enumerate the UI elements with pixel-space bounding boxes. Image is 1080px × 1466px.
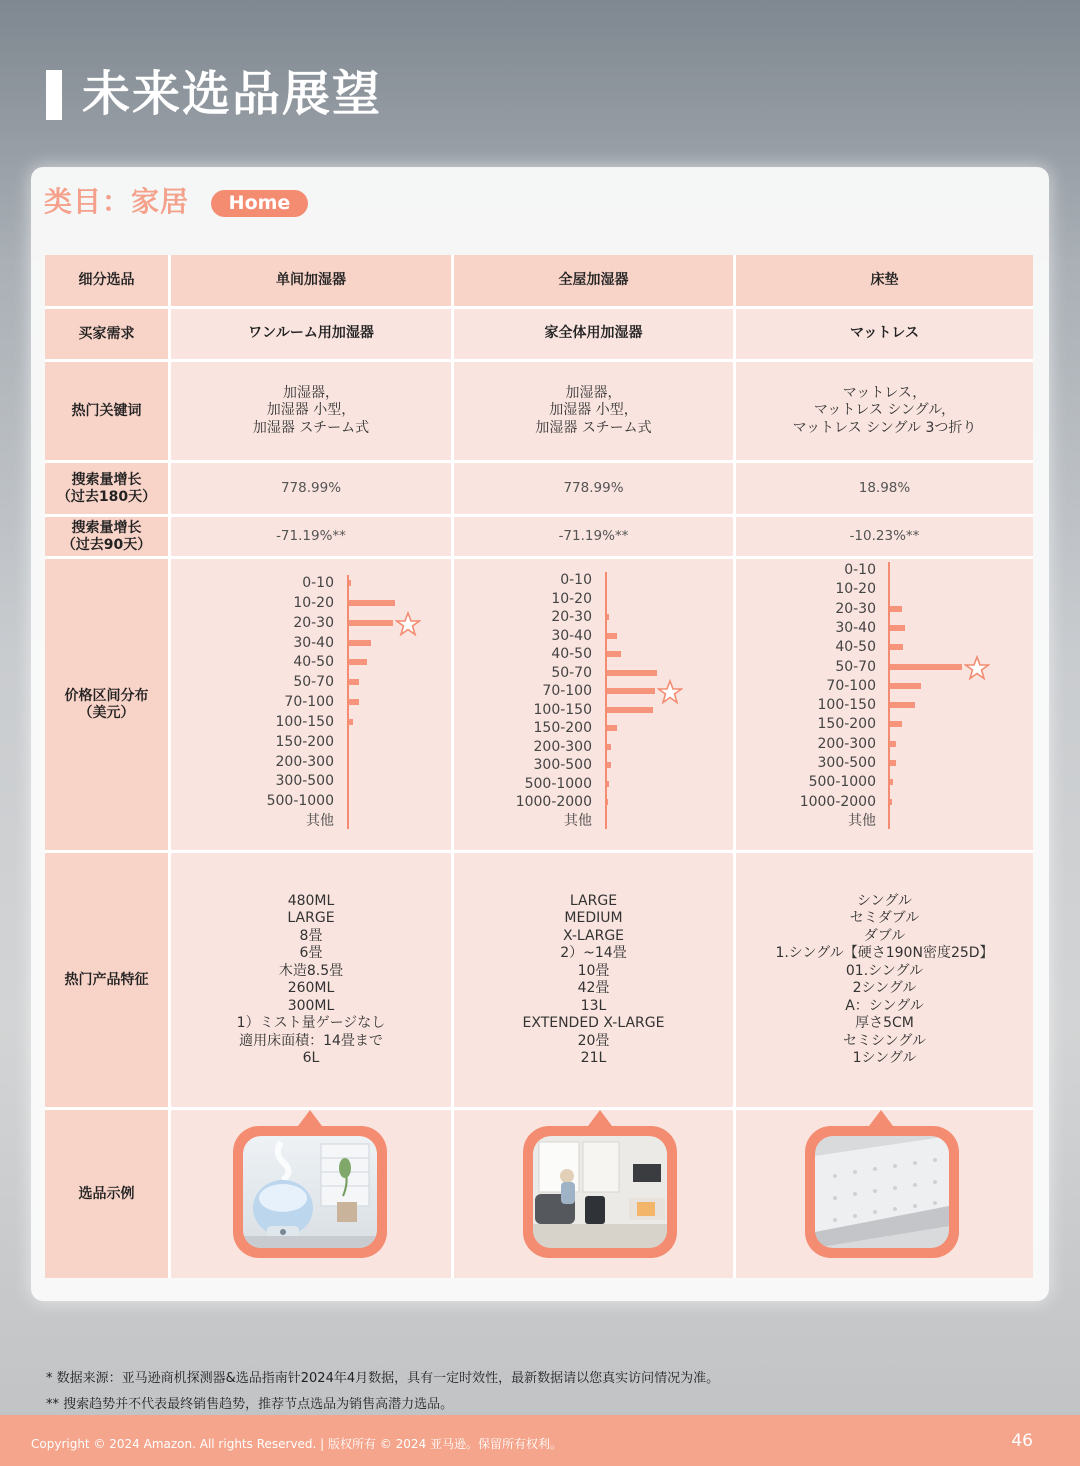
histogram-bar xyxy=(607,781,609,787)
home-badge: Home xyxy=(211,190,308,217)
histogram-tick-label: 150-200 xyxy=(817,716,876,733)
histogram-tick-label: 10-20 xyxy=(835,581,876,598)
histogram-tick-label: 其他 xyxy=(564,813,592,829)
col3-growth-90: -10.23%** xyxy=(736,517,1033,556)
histogram-bar xyxy=(890,779,893,785)
histogram-bar xyxy=(607,725,617,731)
histogram-tick-label: 100-150 xyxy=(275,713,334,730)
histogram-bar xyxy=(890,799,892,805)
histogram-bar xyxy=(349,719,353,725)
histogram-tick-label: 50-70 xyxy=(835,658,876,675)
histogram-bar xyxy=(890,606,902,612)
histogram-tick-label: 100-150 xyxy=(817,697,876,714)
histogram-tick-label: 50-70 xyxy=(293,674,334,691)
copyright: Copyright © 2024 Amazon. All rights Reserved. | 版权所有 © 2024 亚马逊。保留所有权利。 xyxy=(31,1437,563,1451)
row-header-growth-180: 搜索量增长 （过去180天） xyxy=(45,463,168,514)
histogram-tick-label: 30-40 xyxy=(293,634,334,651)
histogram-bar xyxy=(607,651,621,657)
example-frame-mattress[interactable] xyxy=(805,1126,959,1258)
col3-keywords: マットレス， マットレス シングル， マットレス シングル 3つ折り xyxy=(736,362,1033,460)
col3-subcategory: 床垫 xyxy=(736,255,1033,306)
row-header-buyer-demand: 买家需求 xyxy=(45,309,168,359)
title-accent-bar xyxy=(46,70,62,120)
histogram-tick-label: 0-10 xyxy=(302,575,334,591)
row-header-growth-90: 搜索量增长 （过去90天） xyxy=(45,517,168,556)
histogram-bar xyxy=(349,580,351,586)
star-icon xyxy=(657,679,683,705)
histogram-bar xyxy=(890,625,905,631)
histogram-tick-label: 0-10 xyxy=(844,562,876,578)
histogram-tick-label: 20-30 xyxy=(551,609,592,626)
histogram-bar xyxy=(349,659,367,665)
histogram-tick-label: 70-100 xyxy=(826,677,876,694)
histogram-tick-label: 0-10 xyxy=(560,572,592,588)
histogram-bar xyxy=(607,633,617,639)
histogram-axis xyxy=(605,572,607,829)
histogram-tick-label: 300-500 xyxy=(275,773,334,790)
row-header-price-dist: 价格区间分布 （美元） xyxy=(45,559,168,850)
histogram-tick-label: 其他 xyxy=(306,813,334,829)
col2-keywords: 加湿器， 加湿器 小型， 加湿器 スチーム式 xyxy=(454,362,733,460)
histogram-bar xyxy=(890,683,921,689)
footnote-disclaimer: ** 搜索趋势并不代表最终销售趋势，推荐节点选品为销售高潜力选品。 xyxy=(46,1397,454,1412)
mattress-photo xyxy=(815,1136,949,1248)
row-header-examples: 选品示例 xyxy=(45,1110,168,1278)
histogram-tick-label: 500-1000 xyxy=(266,793,334,810)
histogram-bar xyxy=(349,620,393,626)
histogram-tick-label: 50-70 xyxy=(551,664,592,681)
histogram-bar xyxy=(349,679,359,685)
histogram-tick-label: 20-30 xyxy=(835,600,876,617)
col1-features: 480ML LARGE 8畳 6畳 木造8.5畳 260ML 300ML 1）ミスト量ゲージなし 適用床面積：14畳まで 6L xyxy=(171,853,451,1107)
histogram-tick-label: 10-20 xyxy=(551,590,592,607)
row-header-subcategory: 细分选品 xyxy=(45,255,168,306)
col1-keywords: 加湿器， 加湿器 小型， 加湿器 スチーム式 xyxy=(171,362,451,460)
histogram-bar xyxy=(607,614,609,620)
histogram-tick-label: 其他 xyxy=(848,813,876,829)
histogram-bar xyxy=(349,699,359,705)
histogram-tick-label: 500-1000 xyxy=(524,775,592,792)
histogram-bar xyxy=(607,799,608,805)
page-number: 46 xyxy=(1011,1431,1033,1451)
histogram-axis xyxy=(888,562,890,829)
histogram-bar xyxy=(607,670,657,676)
histogram-tick-label: 150-200 xyxy=(533,720,592,737)
histogram-bar xyxy=(607,707,653,713)
col2-buyer-demand: 家全体用加湿器 xyxy=(454,309,733,359)
histogram-bar xyxy=(349,640,371,646)
pointer-triangle xyxy=(588,1110,612,1126)
histogram-bar xyxy=(890,664,962,670)
histogram-tick-label: 300-500 xyxy=(533,757,592,774)
col2-subcategory: 全屋加湿器 xyxy=(454,255,733,306)
histogram-tick-label: 20-30 xyxy=(293,614,334,631)
humidifier-photo xyxy=(243,1136,377,1248)
col2-growth-90: -71.19%** xyxy=(454,517,733,556)
star-icon xyxy=(395,611,421,637)
histogram-tick-label: 70-100 xyxy=(284,694,334,710)
histogram-tick-label: 10-20 xyxy=(293,594,334,611)
col2-features: LARGE MEDIUM X-LARGE 2）~14畳 10畳 42畳 13L EXTENDED X-LARGE 20畳 21L xyxy=(454,853,733,1107)
example-frame-living-room[interactable] xyxy=(523,1126,677,1258)
living-room-photo xyxy=(533,1136,667,1248)
row-header-features: 热门产品特征 xyxy=(45,853,168,1107)
histogram-tick-label: 30-40 xyxy=(551,627,592,644)
histogram-bar xyxy=(890,741,896,747)
histogram-tick-label: 30-40 xyxy=(835,619,876,636)
histogram-bar xyxy=(607,688,655,694)
col1-buyer-demand: ワンルーム用加湿器 xyxy=(171,309,451,359)
star-icon xyxy=(964,655,990,681)
histogram-bar xyxy=(890,760,896,766)
footnote-source: * 数据来源：亚马逊商机探测器&选品指南针2024年4月数据，具有一定时效性，最新数据请以您真实访问情况为准。 xyxy=(46,1371,720,1386)
histogram-tick-label: 1000-2000 xyxy=(799,793,876,810)
col3-buyer-demand: マットレス xyxy=(736,309,1033,359)
category-label: 类目：家居 xyxy=(44,185,190,218)
histogram-bar xyxy=(607,744,611,750)
histogram-tick-label: 200-300 xyxy=(533,738,592,755)
histogram-tick-label: 200-300 xyxy=(275,753,334,770)
histogram-bar xyxy=(890,702,915,708)
col2-growth-180: 778.99% xyxy=(454,463,733,514)
histogram-tick-label: 40-50 xyxy=(551,646,592,663)
col1-subcategory: 单间加湿器 xyxy=(171,255,451,306)
histogram-tick-label: 300-500 xyxy=(817,755,876,772)
histogram-tick-label: 40-50 xyxy=(835,639,876,656)
histogram-tick-label: 70-100 xyxy=(542,683,592,700)
histogram-tick-label: 200-300 xyxy=(817,735,876,752)
pointer-triangle xyxy=(869,1110,893,1126)
histogram-tick-label: 150-200 xyxy=(275,733,334,750)
row-header-keywords: 热门关键词 xyxy=(45,362,168,460)
histogram-tick-label: 500-1000 xyxy=(808,774,876,791)
histogram-bar xyxy=(607,762,611,768)
histogram-bar xyxy=(890,721,902,727)
example-frame-humidifier[interactable] xyxy=(233,1126,387,1258)
col3-features: シングル セミダブル ダブル 1.シングル【硬さ190N密度25D】 01.シングル 2シングル A：シングル 厚さ5CM セミシングル 1シングル xyxy=(736,853,1033,1107)
histogram-bar xyxy=(349,600,395,606)
col1-growth-180: 778.99% xyxy=(171,463,451,514)
page-title: 未来选品展望 xyxy=(82,66,383,122)
pointer-triangle xyxy=(298,1110,322,1126)
histogram-bar xyxy=(890,644,903,650)
col1-growth-90: -71.19%** xyxy=(171,517,451,556)
col3-growth-180: 18.98% xyxy=(736,463,1033,514)
histogram-tick-label: 1000-2000 xyxy=(515,794,592,811)
histogram-tick-label: 100-150 xyxy=(533,701,592,718)
histogram-tick-label: 40-50 xyxy=(293,654,334,671)
